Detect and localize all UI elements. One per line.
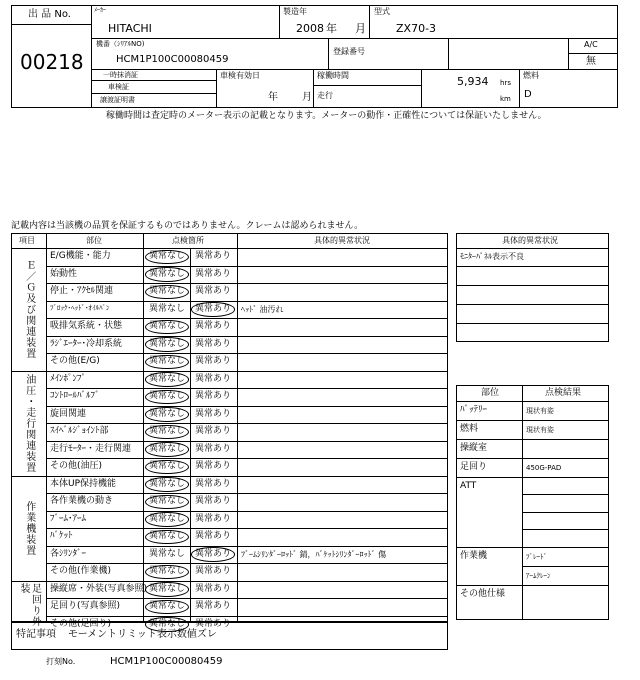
- row-divider: [11, 371, 448, 372]
- hours-value: 5,934: [457, 75, 489, 88]
- row-divider: [46, 441, 448, 442]
- part-label: 停止・ｱｸｾﾙ関連: [50, 286, 114, 296]
- listing-no-label: 出 品 No.: [28, 9, 71, 20]
- ok-selected-mark: [145, 460, 189, 475]
- ok-selected-mark: [145, 442, 189, 457]
- ng-label: 異常あり: [195, 251, 232, 261]
- mileage-label: 走行: [317, 91, 333, 100]
- ng-label: 異常あり: [195, 356, 232, 366]
- ng-label: 異常あり: [195, 408, 232, 419]
- part-label: ﾌﾞﾛｯｸ･ﾍｯﾄﾞ･ｵｲﾙﾊﾟﾝ: [50, 303, 110, 312]
- ac-label: A/C: [584, 40, 598, 49]
- stamp-value: HCM1P100C00080459: [110, 656, 223, 667]
- part-label: 吸排気系統・状態: [50, 321, 123, 331]
- ng-label: 異常あり: [195, 531, 232, 541]
- group-label: [12, 478, 46, 579]
- check-part: その他仕様: [460, 589, 506, 599]
- row-divider: [46, 528, 448, 529]
- ng-label: 異常あり: [195, 338, 232, 349]
- part-label: その他(油圧): [50, 461, 103, 471]
- ng-label: 異常あり: [195, 548, 232, 559]
- transfer-cert-label: 譲渡証明書: [100, 96, 135, 104]
- ng-label: 異常あり: [195, 286, 232, 296]
- row-divider: [46, 301, 448, 302]
- row-divider: [11, 476, 448, 477]
- ng-label: 異常あり: [195, 583, 232, 594]
- row-divider: [46, 318, 448, 319]
- part-label: ﾌﾞｰﾑ･ｱｰﾑ: [50, 513, 87, 524]
- ok-label: 異常なし: [149, 338, 186, 349]
- col-part-header: 部位: [86, 236, 102, 245]
- row-divider: [46, 388, 448, 389]
- check-result: 現状有姿: [526, 426, 554, 434]
- year-unit: 年: [326, 22, 337, 35]
- col-detail-header: 具体的異常状況: [314, 236, 370, 245]
- row-divider: [46, 266, 448, 267]
- remarks-label: 特記事項: [16, 629, 56, 640]
- row-divider: [46, 353, 448, 354]
- row-divider: [46, 563, 448, 564]
- ok-label: 異常なし: [149, 583, 186, 594]
- ok-selected-mark: [145, 267, 189, 282]
- ok-label: 異常なし: [149, 251, 186, 261]
- stamp-label: 打刻No.: [46, 657, 76, 666]
- group-label: [12, 373, 46, 474]
- inspection-month-unit: 月: [302, 92, 312, 103]
- ok-selected-mark: [145, 320, 189, 335]
- ok-selected-mark: [145, 425, 189, 440]
- part-label: ﾊﾞｹｯﾄ: [50, 531, 73, 541]
- part-label: その他(作業機): [50, 566, 112, 576]
- ng-label: 異常あり: [195, 601, 232, 611]
- ok-selected-mark: [145, 250, 189, 265]
- ok-label: 異常なし: [149, 478, 186, 489]
- part-label: E/G機能・能力: [50, 251, 111, 261]
- ok-label: 異常なし: [149, 566, 186, 576]
- disclaimer: 記載内容は当該機の品質を保証するものではありません。クレームは認められません。: [11, 221, 364, 231]
- ng-label: 異常あり: [195, 303, 232, 314]
- check-part: ATT: [460, 481, 477, 491]
- part-label: 始動性: [50, 268, 78, 279]
- fuel-label: 燃料: [523, 71, 539, 80]
- col-item-header: 項目: [19, 236, 35, 245]
- part-label: ﾒｲﾝﾎﾟﾝﾌﾟ: [50, 373, 87, 384]
- model-value: ZX70-3: [396, 22, 437, 35]
- detail-text: ﾌﾞｰﾑｼﾘﾝﾀﾞｰﾛｯﾄﾞ 錆，ﾊﾞｹｯﾄｼﾘﾝﾀﾞｰﾛｯﾄﾞ 傷: [241, 549, 387, 559]
- check-result: ﾌﾞﾚｰﾄﾞ: [526, 553, 547, 561]
- row-divider: [46, 336, 448, 337]
- ok-selected-mark: [145, 337, 189, 352]
- ok-label: 異常なし: [149, 373, 186, 384]
- ok-selected-mark: [145, 600, 189, 615]
- ng-label: 異常あり: [195, 373, 232, 384]
- ok-selected-mark: [145, 407, 189, 422]
- att-subdivider: [522, 529, 609, 530]
- hours-note: 稼働時間は査定時のメーター表示の記載となります。メーターの動作・正確性については保証いたしません。: [106, 111, 547, 121]
- row-divider: [46, 423, 448, 424]
- ok-selected-mark: [145, 390, 189, 405]
- right-detail-title: 具体的異常状況: [502, 236, 558, 245]
- ok-label: 異常なし: [149, 321, 186, 331]
- listing-no: 00218: [20, 50, 84, 74]
- right-check-col-result: 点検結果: [545, 388, 582, 398]
- ok-label: 異常なし: [149, 461, 186, 471]
- part-label: 走行ﾓｰﾀｰ・走行関連: [50, 443, 132, 454]
- hours-label: 稼働時間: [317, 71, 349, 80]
- check-part: 足回り: [460, 462, 488, 472]
- inspection-label: 車検有効日: [220, 71, 260, 80]
- ng-label: 異常あり: [195, 426, 232, 436]
- vehicle-cert-label: 車検証: [108, 83, 129, 91]
- ok-label: 異常なし: [149, 303, 186, 314]
- part-label: ｽｲﾍﾞﾙｼﾞｮｲﾝﾄ部: [50, 426, 109, 436]
- ng-label: 異常あり: [195, 268, 232, 279]
- ng-label: 異常あり: [195, 478, 232, 489]
- detail-text: ﾍｯﾄﾞ 油汚れ: [241, 304, 284, 314]
- registration-label: 登録番号: [333, 47, 365, 56]
- ng-label: 異常あり: [195, 443, 232, 454]
- ok-label: 異常なし: [149, 513, 186, 524]
- ng-selected-mark: [191, 302, 235, 317]
- check-divider: [456, 458, 609, 459]
- part-label: その他(足回り): [50, 618, 112, 629]
- ok-label: 異常なし: [149, 268, 186, 279]
- att-subdivider: [522, 512, 609, 513]
- row-divider: [46, 598, 448, 599]
- check-divider: [456, 547, 609, 548]
- ok-label: 異常なし: [149, 548, 186, 559]
- ng-label: 異常あり: [195, 513, 232, 524]
- row-divider: [46, 616, 448, 617]
- row-divider: [46, 458, 448, 459]
- row-divider: [46, 283, 448, 284]
- ok-selected-mark: [145, 512, 189, 527]
- remarks-value: モーメントリミット表示数値ズレ: [68, 629, 217, 640]
- part-label: ﾗｼﾞｴｰﾀｰ･冷却系統: [50, 338, 123, 349]
- check-result: 450G-PAD: [526, 464, 562, 472]
- check-divider: [522, 566, 609, 567]
- ok-label: 異常なし: [149, 601, 186, 611]
- part-label: 各ｼﾘﾝﾀﾞｰ: [50, 548, 87, 559]
- year-label: 製造年: [283, 7, 307, 16]
- check-part: 操縦室: [460, 443, 488, 453]
- check-part: 燃料: [460, 424, 479, 434]
- maker-label: ﾒｰｶｰ: [94, 7, 107, 14]
- check-result: 現状有姿: [526, 407, 554, 415]
- part-label: その他(E/G): [50, 356, 100, 366]
- row-divider: [46, 546, 448, 547]
- hours-unit: hrs: [500, 79, 511, 87]
- ok-selected-mark: [145, 495, 189, 510]
- check-divider: [456, 477, 609, 478]
- mileage-unit: km: [500, 95, 511, 103]
- ok-label: 異常なし: [149, 496, 186, 506]
- part-label: 旋回関連: [50, 408, 87, 419]
- ng-selected-mark: [191, 547, 235, 562]
- ok-selected-mark: [145, 530, 189, 545]
- ok-label: 異常なし: [149, 391, 186, 401]
- maker-value: HITACHI: [108, 22, 152, 35]
- ok-label: 異常なし: [149, 531, 186, 541]
- temp-permit-label: 一時抹消証: [103, 71, 138, 79]
- group-label-text: Ｅ／Ｇ及び関連装置: [23, 259, 35, 359]
- ng-label: 異常あり: [195, 391, 232, 401]
- year-value: 2008: [296, 22, 324, 35]
- part-label: 各作業機の動き: [50, 496, 114, 506]
- ok-label: 異常なし: [149, 426, 186, 436]
- ok-selected-mark: [145, 355, 189, 370]
- ng-label: 異常あり: [195, 461, 232, 471]
- ok-label: 異常なし: [149, 356, 186, 366]
- part-label: 本体UP保持機能: [50, 478, 117, 489]
- check-divider: [456, 420, 609, 421]
- ok-label: 異常なし: [149, 443, 186, 454]
- ac-value: 無: [586, 56, 596, 67]
- group-label-text: 足回り外装: [18, 582, 41, 627]
- check-divider: [456, 585, 609, 586]
- check-part: ﾊﾞｯﾃﾘｰ: [460, 405, 488, 415]
- check-part: 作業機: [460, 551, 488, 561]
- row-divider: [11, 581, 448, 582]
- group-label-text: 作業機装置: [23, 500, 35, 556]
- ok-selected-mark: [145, 582, 189, 597]
- check-divider: [456, 439, 609, 440]
- row-divider: [46, 511, 448, 512]
- month-unit: 月: [355, 22, 366, 35]
- ok-label: 異常なし: [149, 618, 186, 629]
- right-detail-line1: ﾓﾆﾀｰﾊﾟﾈﾙ表示不良: [460, 252, 524, 261]
- right-check-col-part: 部位: [481, 388, 500, 398]
- part-label: ｺﾝﾄﾛｰﾙﾊﾞﾙﾌﾞ: [50, 391, 100, 401]
- inspection-year-unit: 年: [268, 92, 278, 103]
- part-label: 足回り(写真参照): [50, 601, 121, 611]
- part-label: 操縦席・外装(写真参照): [50, 583, 148, 594]
- ok-label: 異常なし: [149, 408, 186, 419]
- ng-label: 異常あり: [195, 618, 232, 629]
- col-check-header: 点検箇所: [172, 236, 204, 245]
- group-label: [12, 250, 46, 369]
- ng-label: 異常あり: [195, 566, 232, 576]
- ok-label: 異常なし: [149, 286, 186, 296]
- row-divider: [46, 493, 448, 494]
- ng-label: 異常あり: [195, 496, 232, 506]
- ok-selected-mark: [145, 477, 189, 492]
- ok-selected-mark: [145, 565, 189, 580]
- row-divider: [46, 406, 448, 407]
- ok-selected-mark: [145, 285, 189, 300]
- ng-label: 異常あり: [195, 321, 232, 331]
- serial-value: HCM1P100C00080459: [116, 54, 229, 65]
- group-label-text: 油圧・走行関連装置: [23, 373, 35, 473]
- ok-selected-mark: [145, 372, 189, 387]
- fuel-value: D: [524, 89, 532, 100]
- model-label: 型式: [374, 7, 390, 16]
- serial-label: 機番（ｼﾘｱﾙNO): [96, 40, 145, 48]
- check-result: ｱｰﾑｸﾚｰﾝ: [526, 572, 551, 580]
- att-subdivider: [522, 494, 609, 495]
